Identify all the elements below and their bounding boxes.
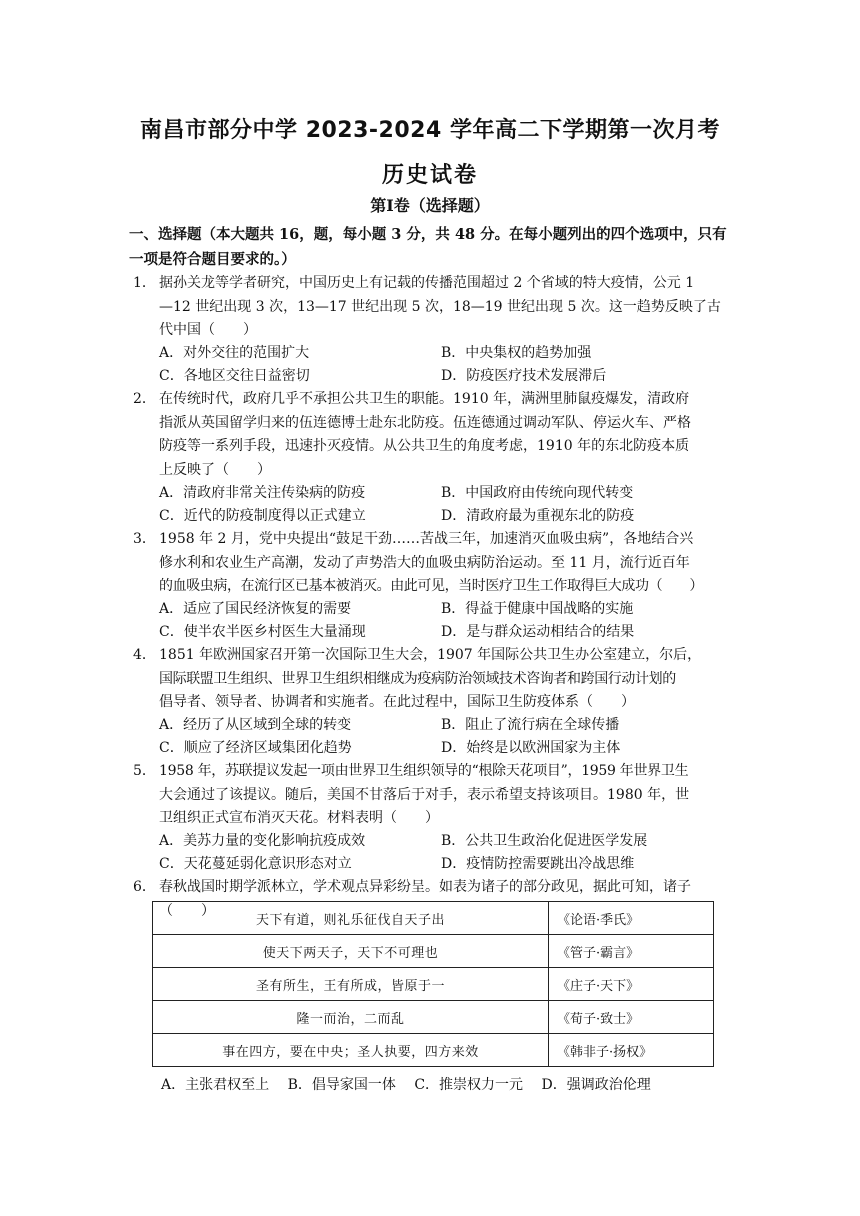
option-d: D．是与群众运动相结合的结果 xyxy=(441,624,635,640)
source-cell: 《韩非子·扬权》 xyxy=(549,1034,714,1067)
section-heading: 第Ⅰ卷（选择题） xyxy=(370,196,490,215)
question-1 xyxy=(135,272,735,343)
option-d: D．强调政治伦理 xyxy=(541,1077,651,1093)
option-c: C．近代的防疫制度得以正式建立 xyxy=(159,508,366,524)
question-text-line: 上反映了（ ） xyxy=(159,461,271,478)
table-row xyxy=(153,935,714,968)
option-b: B．得益于健康中国战略的实施 xyxy=(441,601,634,617)
question-number: 2． xyxy=(133,391,156,407)
question-text-line: 的血吸虫病，在流行区已基本被消灭。由此可见，当时医疗卫生工作取得巨大成功（ ） xyxy=(159,578,703,595)
option-b: B．中国政府由传统向现代转变 xyxy=(441,485,634,501)
question-text-line: 防疫等一系列手段，迅速扑灭疫情。从公共卫生的角度考虑，1910 年的东北防疫本质 xyxy=(159,438,690,455)
exam-subtitle: 历史试卷 xyxy=(381,163,478,188)
option-d: D．始终是以欧洲国家为主体 xyxy=(441,740,621,756)
option-c: C．使半农半医乡村医生大量涌现 xyxy=(159,624,366,640)
quote-cell: 天下有道，则礼乐征伐自天子出 xyxy=(153,902,549,935)
option-a: A．美苏力量的变化影响抗疫成效 xyxy=(159,833,366,849)
question-text-line: 春秋战国时期学派林立，学术观点异彩纷呈。如表为诸子的部分政见，据此可知，诸子 xyxy=(159,879,691,895)
option-d: D．清政府最为重视东北的防疫 xyxy=(441,508,635,524)
question-number: 4． xyxy=(133,647,156,663)
question-number: 1． xyxy=(133,275,156,291)
table-row xyxy=(153,1034,714,1067)
option-c: C．顺应了经济区域集团化趋势 xyxy=(159,740,352,756)
question-text-line: 1958 年，苏联提议发起一项由世界卫生组织领导的“根除天花项目”，1959 年世界卫生 xyxy=(159,763,689,779)
source-cell: 《管子·霸言》 xyxy=(549,935,714,968)
question-number: 5． xyxy=(133,763,156,779)
option-d: D．防疫医疗技术发展滞后 xyxy=(441,368,607,384)
quote-cell: 圣有所生，王有所成，皆原于一 xyxy=(153,968,549,1001)
question-text-line: 国际联盟卫生组织、世界卫生组织相继成为疫病防治领域技术咨询者和跨国行动计划的 xyxy=(159,670,676,687)
option-b: B．公共卫生政治化促进医学发展 xyxy=(441,833,648,849)
option-a: A．清政府非常关注传染病的防疫 xyxy=(159,485,366,501)
exam-title: 南昌市部分中学 2023-2024 学年高二下学期第一次月考 xyxy=(140,118,720,143)
option-c: C．天花蔓延弱化意识形态对立 xyxy=(159,856,352,872)
quote-cell: 隆一而治，二而乱 xyxy=(153,1001,549,1034)
quote-cell: 使天下两天子，天下不可理也 xyxy=(153,935,549,968)
option-c: C．各地区交往日益密切 xyxy=(159,368,310,384)
instructions-line-2: 一项是符合题目要求的。） xyxy=(129,251,296,268)
option-b: B．倡导家国一体 xyxy=(287,1077,396,1093)
question-number: 6． xyxy=(133,879,156,895)
table-row xyxy=(153,902,714,935)
source-cell: 《论语·季氏》 xyxy=(549,902,714,935)
question-number: 3． xyxy=(133,531,156,547)
option-c: C．推崇权力一元 xyxy=(414,1077,524,1093)
question-text-line: 代中国（ ） xyxy=(159,322,257,339)
question-text-line: 大会通过了该提议。随后，美国不甘落后于对手，表示希望支持该项目。1980 年，世 xyxy=(159,786,690,803)
question-text-line: （ ） xyxy=(159,902,215,919)
question-2 xyxy=(135,388,735,482)
table-row xyxy=(153,1001,714,1034)
question-text-line: 据孙关龙等学者研究，中国历史上有记载的传播范围超过 2 个省域的特大疫情，公元 1 xyxy=(159,275,695,291)
question-6-options xyxy=(161,1074,665,1094)
option-d: D．疫情防控需要跳出冷战思维 xyxy=(441,856,635,872)
question-text-line: 在传统时代，政府几乎不承担公共卫生的职能。1910 年，满洲里肺鼠疫爆发，清政府 xyxy=(159,391,690,407)
instructions-line-1: 一、选择题（本大题共 16，题，每小题 3 分，共 48 分。在每小题列出的四个选项中，只有 xyxy=(129,226,727,243)
question-3 xyxy=(135,528,735,599)
question-5 xyxy=(135,760,735,831)
question-text-line: —12 世纪出现 3 次，13—17 世纪出现 5 次，18—19 世纪出现 5 次。这一趋势反映了古 xyxy=(159,298,721,315)
option-a: A．主张君权至上 xyxy=(161,1077,270,1093)
option-b: B．阻止了流行病在全球传播 xyxy=(441,717,620,733)
question-text-line: 修水利和农业生产高潮，发动了声势浩大的血吸虫病防治运动。至 11 月，流行近百年 xyxy=(159,554,690,571)
table-row xyxy=(153,968,714,1001)
source-cell: 《荀子·致士》 xyxy=(549,1001,714,1034)
question-text-line: 卫组织正式宣布消灭天花。材料表明（ ） xyxy=(159,810,439,827)
option-a: A．对外交往的范围扩大 xyxy=(159,345,310,361)
option-a: A．经历了从区域到全球的转变 xyxy=(159,717,352,733)
quote-cell: 事在四方，要在中央；圣人执要，四方来效 xyxy=(153,1034,549,1067)
option-b: B．中央集权的趋势加强 xyxy=(441,345,592,361)
question-text-line: 1851 年欧洲国家召开第一次国际卫生大会，1907 年国际公共卫生办公室建立，尔后， xyxy=(159,647,702,663)
question-text-line: 指派从英国留学归来的伍连德博士赴东北防疫。伍连德通过调动军队、停运火车、严格 xyxy=(159,414,691,431)
question-text-line: 倡导者、领导者、协调者和实施者。在此过程中，国际卫生防疫体系（ ） xyxy=(159,694,635,711)
source-table xyxy=(152,901,714,1067)
source-cell: 《庄子·天下》 xyxy=(549,968,714,1001)
option-a: A．适应了国民经济恢复的需要 xyxy=(159,601,352,617)
question-text-line: 1958 年 2 月，党中央提出“鼓足干劲……苦战三年，加速消灭血吸虫病”，各地结合兴 xyxy=(159,531,694,547)
question-4 xyxy=(135,644,735,715)
